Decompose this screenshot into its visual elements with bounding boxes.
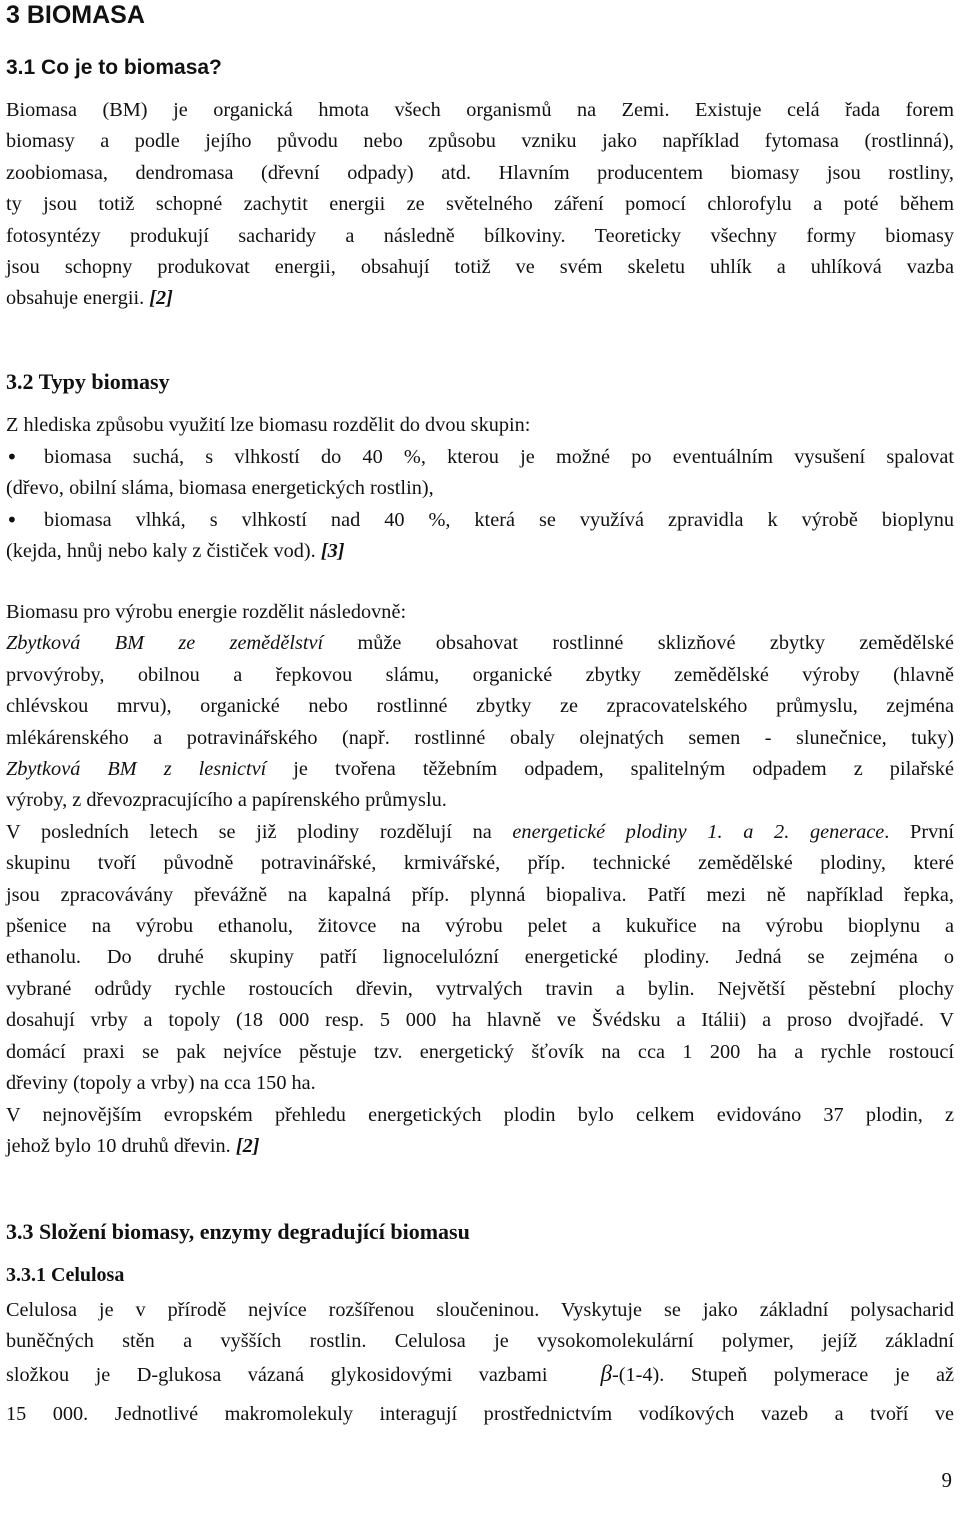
chapter-heading: 3 BIOMASA (6, 1, 145, 29)
section-heading-3-3-1: 3.3.1 Celulosa (6, 1264, 125, 1286)
paragraph-line: fotosyntézy produkují sacharidy a následně bílkoviny. Teoreticky všechny formy biomasy (6, 224, 954, 247)
section-heading-3-1: 3.1 Co je to biomasa? (6, 56, 222, 79)
section-heading-3-3: 3.3 Složení biomasy, enzymy degradující biomasu (6, 1219, 470, 1244)
paragraph-line (6, 1358, 954, 1391)
celulosa-paragraph (6, 1295, 954, 1431)
paragraph-line: 15 000. Jednotlivé makromolekuly interagují prostřednictvím vodíkových vazeb a tvoří ve (6, 1403, 954, 1426)
list-item-text: (kejda, hnůj nebo kaly z čističek vod). (6, 540, 316, 563)
bullet-icon: • (6, 507, 18, 532)
paragraph-line: biomasy a podle jejího původu nebo způsobu vzniku jako například fytomasa (rostlinná), (6, 130, 954, 153)
section-3-2-intro (6, 410, 954, 441)
paragraph-line: buněčných stěn a vyšších rostlin. Celulosa je vysokomolekulární polymer, jejíž základní (6, 1330, 954, 1353)
list-item-text (6, 536, 954, 567)
paragraph-line: skupinu tvoří původně potravinářské, krmivářské, příp. technické zemědělské plodiny, které (6, 852, 954, 875)
paragraph-line: dosahují vrby a topoly (18 000 resp. 5 000 ha hlavně ve Švédsku a Itálii) a proso dvojřadé. V (6, 1009, 954, 1032)
beta-symbol: β (600, 1360, 612, 1386)
paragraph-text: . První (884, 820, 954, 843)
paragraph-text: je tvořena těžebním odpadem, spalitelným odpadem z pilařské (266, 758, 955, 781)
paragraph-line: V nejnovějším evropském přehledu energetických plodin bylo celkem evidováno 37 plodin, z (6, 1103, 954, 1126)
paragraph-text: jehož bylo 10 druhů dřevin. (6, 1134, 231, 1157)
citation-ref: [2] (149, 287, 173, 310)
division-paragraph (6, 597, 954, 1162)
term-zbytkova-zemedelstvi: Zbytková BM ze zemědělství (6, 632, 324, 655)
citation-ref: [2] (235, 1134, 260, 1157)
paragraph-line: jsou zpracovávány převážně na kapalná příp. plynná biopaliva. Patří mezi ně například řepka, (6, 883, 954, 906)
paragraph-text: složkou je D-glukosa vázaná glykosidovými vazbami (6, 1363, 548, 1386)
paragraph-line: výroby, z dřevozpracujícího a papírenského průmyslu. (6, 789, 447, 812)
paragraph-line (6, 1131, 954, 1162)
paragraph-line (6, 754, 954, 785)
paragraph-line: jsou schopny produkovat energii, obsahují totiž ve svém skeletu uhlík a uhlíková vazba (6, 256, 954, 279)
paragraph-line: ethanolu. Do druhé skupiny patří lignocelulózní energetické plodiny. Jedná se zejména o (6, 946, 954, 969)
paragraph-text: V posledních letech se již plodiny rozdělují na (6, 820, 513, 843)
paragraph-line: zoobiomasa, dendromasa (dřevní odpady) atd. Hlavním producentem biomasy jsou rostliny, (6, 161, 954, 184)
paragraph-line: pšenice na výrobu ethanolu, žitovce na výrobu pelet a kukuřice na výrobu bioplynu a (6, 915, 954, 938)
paragraph-line: ty jsou totiž schopné zachytit energii ze světelného záření pomocí chlorofylu a poté během (6, 193, 954, 216)
section-heading-3-2: 3.2 Typy biomasy (6, 369, 170, 394)
list-item-text: (dřevo, obilní sláma, biomasa energetických rostlin), (6, 477, 434, 500)
paragraph-line: dřeviny (topoly a vrby) na cca 150 ha. (6, 1072, 316, 1095)
paragraph-line: Biomasu pro výrobu energie rozdělit následovně: (6, 601, 407, 623)
list-item-text: biomasa suchá, s vlhkostí do 40 %, kterou je možné po eventuálním vysušení spalovat (44, 446, 954, 468)
section-3-1-paragraph (6, 95, 954, 315)
term-energeticke-plodiny: energetické plodiny 1. a 2. generace (512, 820, 885, 843)
citation-ref: [3] (320, 540, 345, 563)
paragraph-line (6, 817, 954, 848)
paragraph-line (6, 283, 954, 314)
page-number: 9 (941, 1468, 952, 1492)
list-item-text: biomasa vlhká, s vlhkostí nad 40 %, která se využívá zpravidla k výrobě bioplynu (44, 508, 954, 531)
biomass-types-list (6, 442, 954, 568)
paragraph-line: Biomasa (BM) je organická hmota všech organismů na Zemi. Existuje celá řada forem (6, 99, 954, 121)
term-zbytkova-lesnictvi: Zbytková BM z lesnictví (6, 758, 267, 781)
paragraph-line: vybrané odrůdy rychle rostoucích dřevin, vytrvalých travin a bylin. Největší pěstební plochy (6, 977, 954, 1000)
paragraph-line: chlévskou mrvu), organické nebo rostlinné zbytky ze zpracovatelského průmyslu, zejména (6, 695, 954, 718)
bullet-icon: • (6, 445, 18, 469)
paragraph-line: mlékárenského a potravinářského (např. rostlinné obaly olejnatých semen - slunečnice, tuky) (6, 726, 954, 749)
paragraph-text: může obsahovat rostlinné sklizňové zbytky zemědělské (323, 632, 954, 655)
paragraph-text: obsahuje energii. (6, 287, 145, 310)
paragraph-line: Z hlediska způsobu využití lze biomasu rozdělit do dvou skupin: (6, 414, 531, 436)
list-item (6, 505, 954, 536)
paragraph-line: domácí praxi se pak nejvíce pěstuje tzv. energetický šťovík na cca 1 200 ha a rychle rostoucí (6, 1040, 954, 1063)
paragraph-line (6, 628, 954, 659)
paragraph-text: -(1-4). Stupeň polymerace je až (611, 1363, 954, 1386)
paragraph-line: prvovýroby, obilnou a řepkovou slámu, organické zbytky zemědělské výroby (hlavně (6, 663, 954, 686)
list-item (6, 442, 954, 473)
paragraph-line: Celulosa je v přírodě nejvíce rozšířenou sloučeninou. Vyskytuje se jako základní polysacharid (6, 1299, 954, 1321)
